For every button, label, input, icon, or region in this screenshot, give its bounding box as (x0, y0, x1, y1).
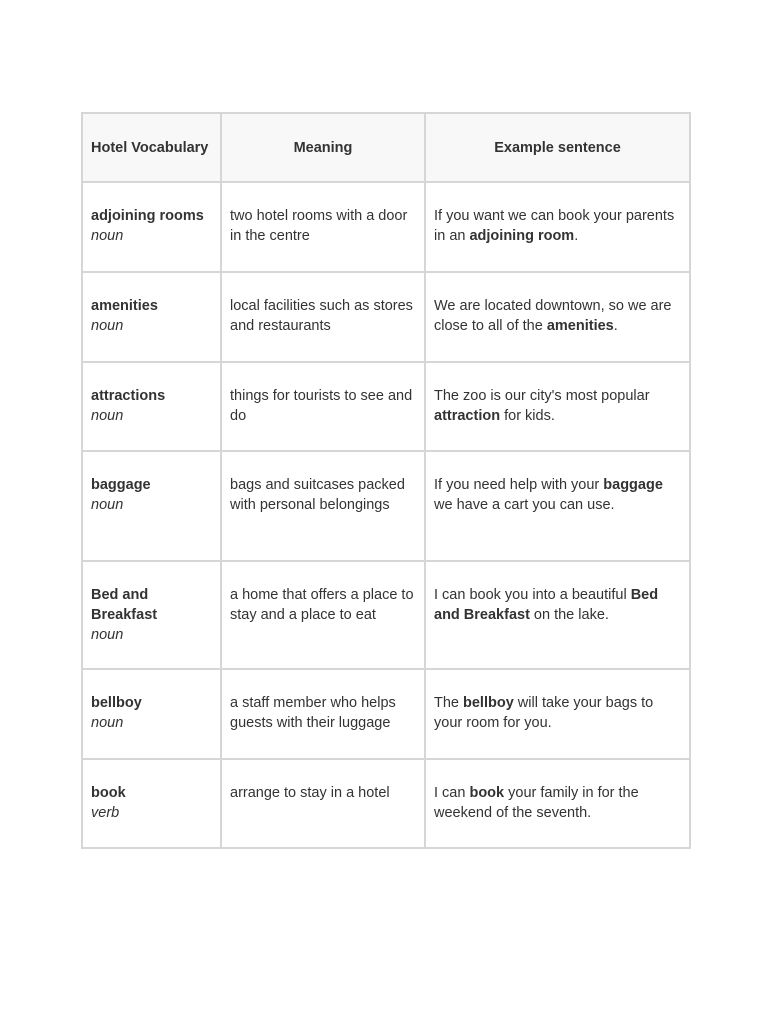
meaning-cell: bags and suitcases packed with personal belongings (221, 451, 425, 561)
part-of-speech: noun (91, 627, 124, 643)
example-sentence-cell (425, 272, 690, 362)
part-of-speech: verb (91, 805, 120, 821)
vocabulary-term: bellboy (91, 695, 142, 711)
example-highlight: baggage (603, 477, 663, 493)
example-text: The zoo is our city's most popular (434, 388, 650, 404)
example-sentence-cell (425, 182, 690, 272)
example-text: I can (434, 785, 470, 801)
meaning-cell: a home that offers a place to stay and a place to eat (221, 561, 425, 669)
example-text: If you need help with your (434, 477, 604, 493)
example-sentence-cell (425, 561, 690, 669)
part-of-speech: noun (91, 228, 124, 244)
table-row (82, 182, 690, 272)
vocabulary-term: baggage (91, 477, 151, 493)
vocabulary-term: amenities (91, 298, 158, 314)
example-text: If you want we can book your parents in an (434, 208, 675, 244)
table-header-row (82, 113, 690, 182)
meaning-cell: a staff member who helps guests with their luggage (221, 669, 425, 759)
example-text: I can book you into a beautiful (434, 587, 631, 603)
vocabulary-cell (82, 451, 221, 561)
vocabulary-term: attractions (91, 388, 166, 404)
example-highlight: book (469, 785, 505, 801)
example-text: for kids. (500, 408, 555, 424)
example-highlight: adjoining room (469, 228, 575, 244)
vocabulary-term: book (91, 785, 126, 801)
header-example-sentence: Example sentence (425, 113, 690, 182)
example-sentence-cell (425, 759, 690, 848)
header-hotel-vocabulary: Hotel Vocabulary (82, 113, 221, 182)
example-sentence-cell (425, 362, 690, 451)
meaning-cell: things for tourists to see and do (221, 362, 425, 451)
table-row (82, 669, 690, 759)
example-text: will take your bags to your room for you. (434, 695, 654, 731)
example-text: . (613, 318, 618, 334)
part-of-speech: noun (91, 318, 124, 334)
part-of-speech: noun (91, 497, 124, 513)
vocabulary-cell (82, 669, 221, 759)
vocabulary-cell (82, 182, 221, 272)
example-text: The (434, 695, 464, 711)
table-row (82, 759, 690, 848)
meaning-cell: two hotel rooms with a door in the centre (221, 182, 425, 272)
vocabulary-term: adjoining rooms (91, 208, 204, 224)
example-sentence-cell (425, 451, 690, 561)
vocabulary-table (81, 112, 691, 849)
example-highlight: amenities (546, 318, 614, 334)
example-sentence-cell (425, 669, 690, 759)
example-text: we have a cart you can use. (434, 497, 615, 513)
table-body (82, 182, 690, 848)
vocabulary-cell (82, 561, 221, 669)
header-meaning: Meaning (221, 113, 425, 182)
table-row (82, 451, 690, 561)
meaning-cell: arrange to stay in a hotel (221, 759, 425, 848)
table-row (82, 362, 690, 451)
example-text: your family in for the weekend of the seventh. (434, 785, 639, 821)
example-text: . (574, 228, 579, 244)
vocabulary-cell (82, 759, 221, 848)
vocabulary-term: Bed and Breakfast (91, 587, 158, 623)
table-row (82, 272, 690, 362)
example-text: We are located downtown, so we are close to all of the (434, 298, 672, 334)
meaning-cell: local facilities such as stores and restaurants (221, 272, 425, 362)
example-highlight: bellboy (463, 695, 514, 711)
part-of-speech: noun (91, 408, 124, 424)
part-of-speech: noun (91, 715, 124, 731)
table-row (82, 561, 690, 669)
example-text: on the lake. (529, 607, 609, 623)
vocabulary-cell (82, 272, 221, 362)
example-highlight: Bed and Breakfast (434, 587, 659, 623)
vocabulary-cell (82, 362, 221, 451)
example-highlight: attraction (434, 408, 501, 424)
